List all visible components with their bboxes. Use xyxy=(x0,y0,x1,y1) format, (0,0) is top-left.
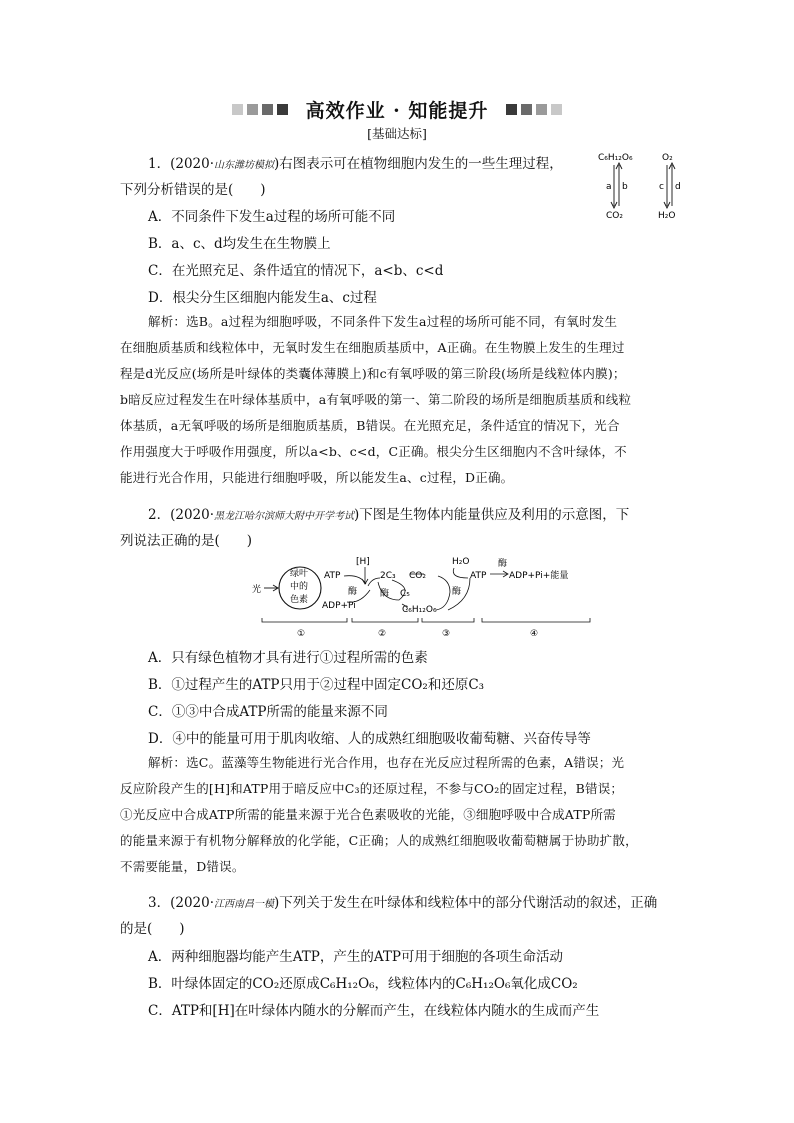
q1-diagram-o2: O₂ xyxy=(662,153,673,163)
q1-diagram-glucose: C₆H₁₂O₆ xyxy=(598,153,633,163)
q2-analysis-line: 不需要能量，D错误。 xyxy=(120,859,245,874)
q2-bracket-4 xyxy=(482,618,590,622)
q2-bracket-1 xyxy=(262,618,347,622)
q1-analysis-line: 能进行光合作用，只能进行细胞呼吸，所以能发生a、c过程，D正确。 xyxy=(120,470,514,485)
q2-energy: ADP+Pi+能量 xyxy=(509,571,569,581)
title-text: 高效作业 · 知能提升 xyxy=(305,100,489,122)
q2-bracket-3 xyxy=(422,618,474,622)
q1-stem: 1．(2020·山东潍坊模拟)右图表示可在植物细胞内发生的一些生理过程， xyxy=(148,156,563,172)
q1-analysis-line: b暗反应过程发生在叶绿体基质中，a有氧呼吸的第一、第二阶段的场所是细胞质基质和线粒 xyxy=(120,392,632,407)
q1-analysis-line: 解析：选B。a过程为细胞呼吸，不同条件下发生a过程的场所可能不同，有氧时发生 xyxy=(148,314,618,329)
q1-analysis-line: 体基质，a无氧呼吸的场所是细胞质基质，B错误。在光照充足，条件适宜的情况下，光合 xyxy=(120,418,620,433)
q3-source: 江西南昌一模 xyxy=(214,899,275,910)
title-deco-left xyxy=(230,100,290,122)
q3-option-a: A．两种细胞器均能产生ATP，产生的ATP可用于细胞的各项生命活动 xyxy=(148,949,563,965)
q2-option-c: C．①③中合成ATP所需的能量来源不同 xyxy=(148,704,388,720)
q2-stage: ① xyxy=(297,629,306,639)
q2-stage: ③ xyxy=(442,629,451,639)
q1-analysis-line: 作用强度大于呼吸作用强度，所以a<b、c<d，C正确。根尖分生区细胞内不含叶绿体，不 xyxy=(120,444,627,459)
q2-stem-line2: 列说法正确的是( ) xyxy=(120,533,253,549)
q1-diagram-svg xyxy=(592,148,692,224)
q2-bracket-2 xyxy=(352,618,418,622)
q2-option-d: D．④中的能量可用于肌肉收缩、人的成熟红细胞吸收葡萄糖、兴奋传导等 xyxy=(148,731,591,747)
q2-h: [H] xyxy=(356,557,370,567)
q1-source: 山东潍坊模拟 xyxy=(214,160,275,171)
q2-diagram-svg xyxy=(252,556,602,640)
q3-option-b: B．叶绿体固定的CO₂还原成C₆H₁₂O₆，线粒体内的C₆H₁₂O₆氧化成CO₂ xyxy=(148,976,578,992)
q1-option-c: C．在光照充足、条件适宜的情况下，a<b、c<d xyxy=(148,263,444,279)
q2-stage: ④ xyxy=(530,629,539,639)
q2-analysis-line: 解析：选C。蓝藻等生物能进行光合作用，也存在光反应过程所需的色素，A错误；光 xyxy=(148,755,625,770)
q2-option-a: A．只有绿色植物才具有进行①过程所需的色素 xyxy=(148,650,428,666)
q3-option-c: C．ATP和[H]在叶绿体内随水的分解而产生，在线粒体内随水的生成而产生 xyxy=(148,1003,600,1019)
q2-pigment-line: 中的 xyxy=(290,582,309,592)
q2-c5: C₅ xyxy=(400,589,410,599)
q1-diagram-co2: CO₂ xyxy=(606,211,623,221)
q2-adp-pi: ADP+Pi xyxy=(322,601,356,611)
q1-diagram-h2o: H₂O xyxy=(658,211,676,221)
q2-stage: ② xyxy=(378,629,387,639)
q1-label-b: b xyxy=(622,182,628,192)
q2-option-b: B．①过程产生的ATP只用于②过程中固定CO₂和还原C₃ xyxy=(148,677,485,693)
q2-diagram xyxy=(252,556,602,640)
page-title xyxy=(0,96,794,123)
q1-option-d: D．根尖分生区细胞内能发生a、c过程 xyxy=(148,290,377,306)
q1-option-a: A．不同条件下发生a过程的场所可能不同 xyxy=(148,209,396,225)
q2-atp-2: ATP xyxy=(470,571,487,581)
q1-analysis-line: 在细胞质基质和线粒体中，无氧时发生在细胞质基质中，A正确。在生物膜上发生的生理过 xyxy=(120,340,625,355)
q1-label-c: c xyxy=(659,182,664,192)
q1-stem-line2: 下列分析错误的是( ) xyxy=(120,182,266,198)
q2-enzyme-3: 酶 xyxy=(452,587,462,597)
section-label: [基础达标] xyxy=(367,126,427,141)
q1-label-a: a xyxy=(606,182,612,192)
q2-co2: CO₂ xyxy=(409,571,426,581)
q2-enzyme-2: 酶 xyxy=(380,589,390,599)
q2-enzyme-4: 酶 xyxy=(498,559,508,569)
q2-pigment-line: 色素 xyxy=(290,595,309,605)
q2-pigment-line: 绿叶 xyxy=(290,569,309,579)
q1-option-b: B．a、c、d均发生在生物膜上 xyxy=(148,236,331,252)
q2-source: 黑龙江哈尔滨师大附中开学考试 xyxy=(214,511,355,522)
q1-label-d: d xyxy=(675,182,681,192)
q3-stem: 3．(2020·江西南昌一模)下列关于发生在叶绿体和线粒体中的部分代谢活动的叙述，正确 xyxy=(148,895,658,911)
q2-analysis-line: 反应阶段产生的[H]和ATP用于暗反应中C₃的还原过程，不参与CO₂的固定过程，B错误； xyxy=(120,781,624,796)
q2-2c3: 2C₃ xyxy=(380,571,396,581)
q1-analysis-line: 程是d光反应(场所是叶绿体的类囊体薄膜上)和c有氧呼吸的第三阶段(场所是线粒体内膜)； xyxy=(120,366,626,381)
q2-stem: 2．(2020·黑龙江哈尔滨师大附中开学考试)下图是生物体内能量供应及利用的示意图，下 xyxy=(148,507,630,523)
q2-analysis-line: ①光反应中合成ATP所需的能量来源于光合色素吸收的光能，③细胞呼吸中合成ATP所需 xyxy=(120,807,616,822)
q2-atp-1: ATP xyxy=(324,571,341,581)
q2-analysis-line: 的能量来源于有机物分解释放的化学能，C正确；人的成熟红细胞吸收葡萄糖属于协助扩散， xyxy=(120,833,638,848)
q2-h2o: H₂O xyxy=(452,557,470,567)
title-deco-right xyxy=(504,100,564,122)
q2-enzyme-1: 酶 xyxy=(348,587,358,597)
q3-stem-line2: 的是( ) xyxy=(120,921,185,937)
q1-diagram xyxy=(592,148,692,224)
q2-glucose: C₆H₁₂O₆ xyxy=(402,605,437,615)
q2-light: 光 xyxy=(252,585,262,595)
